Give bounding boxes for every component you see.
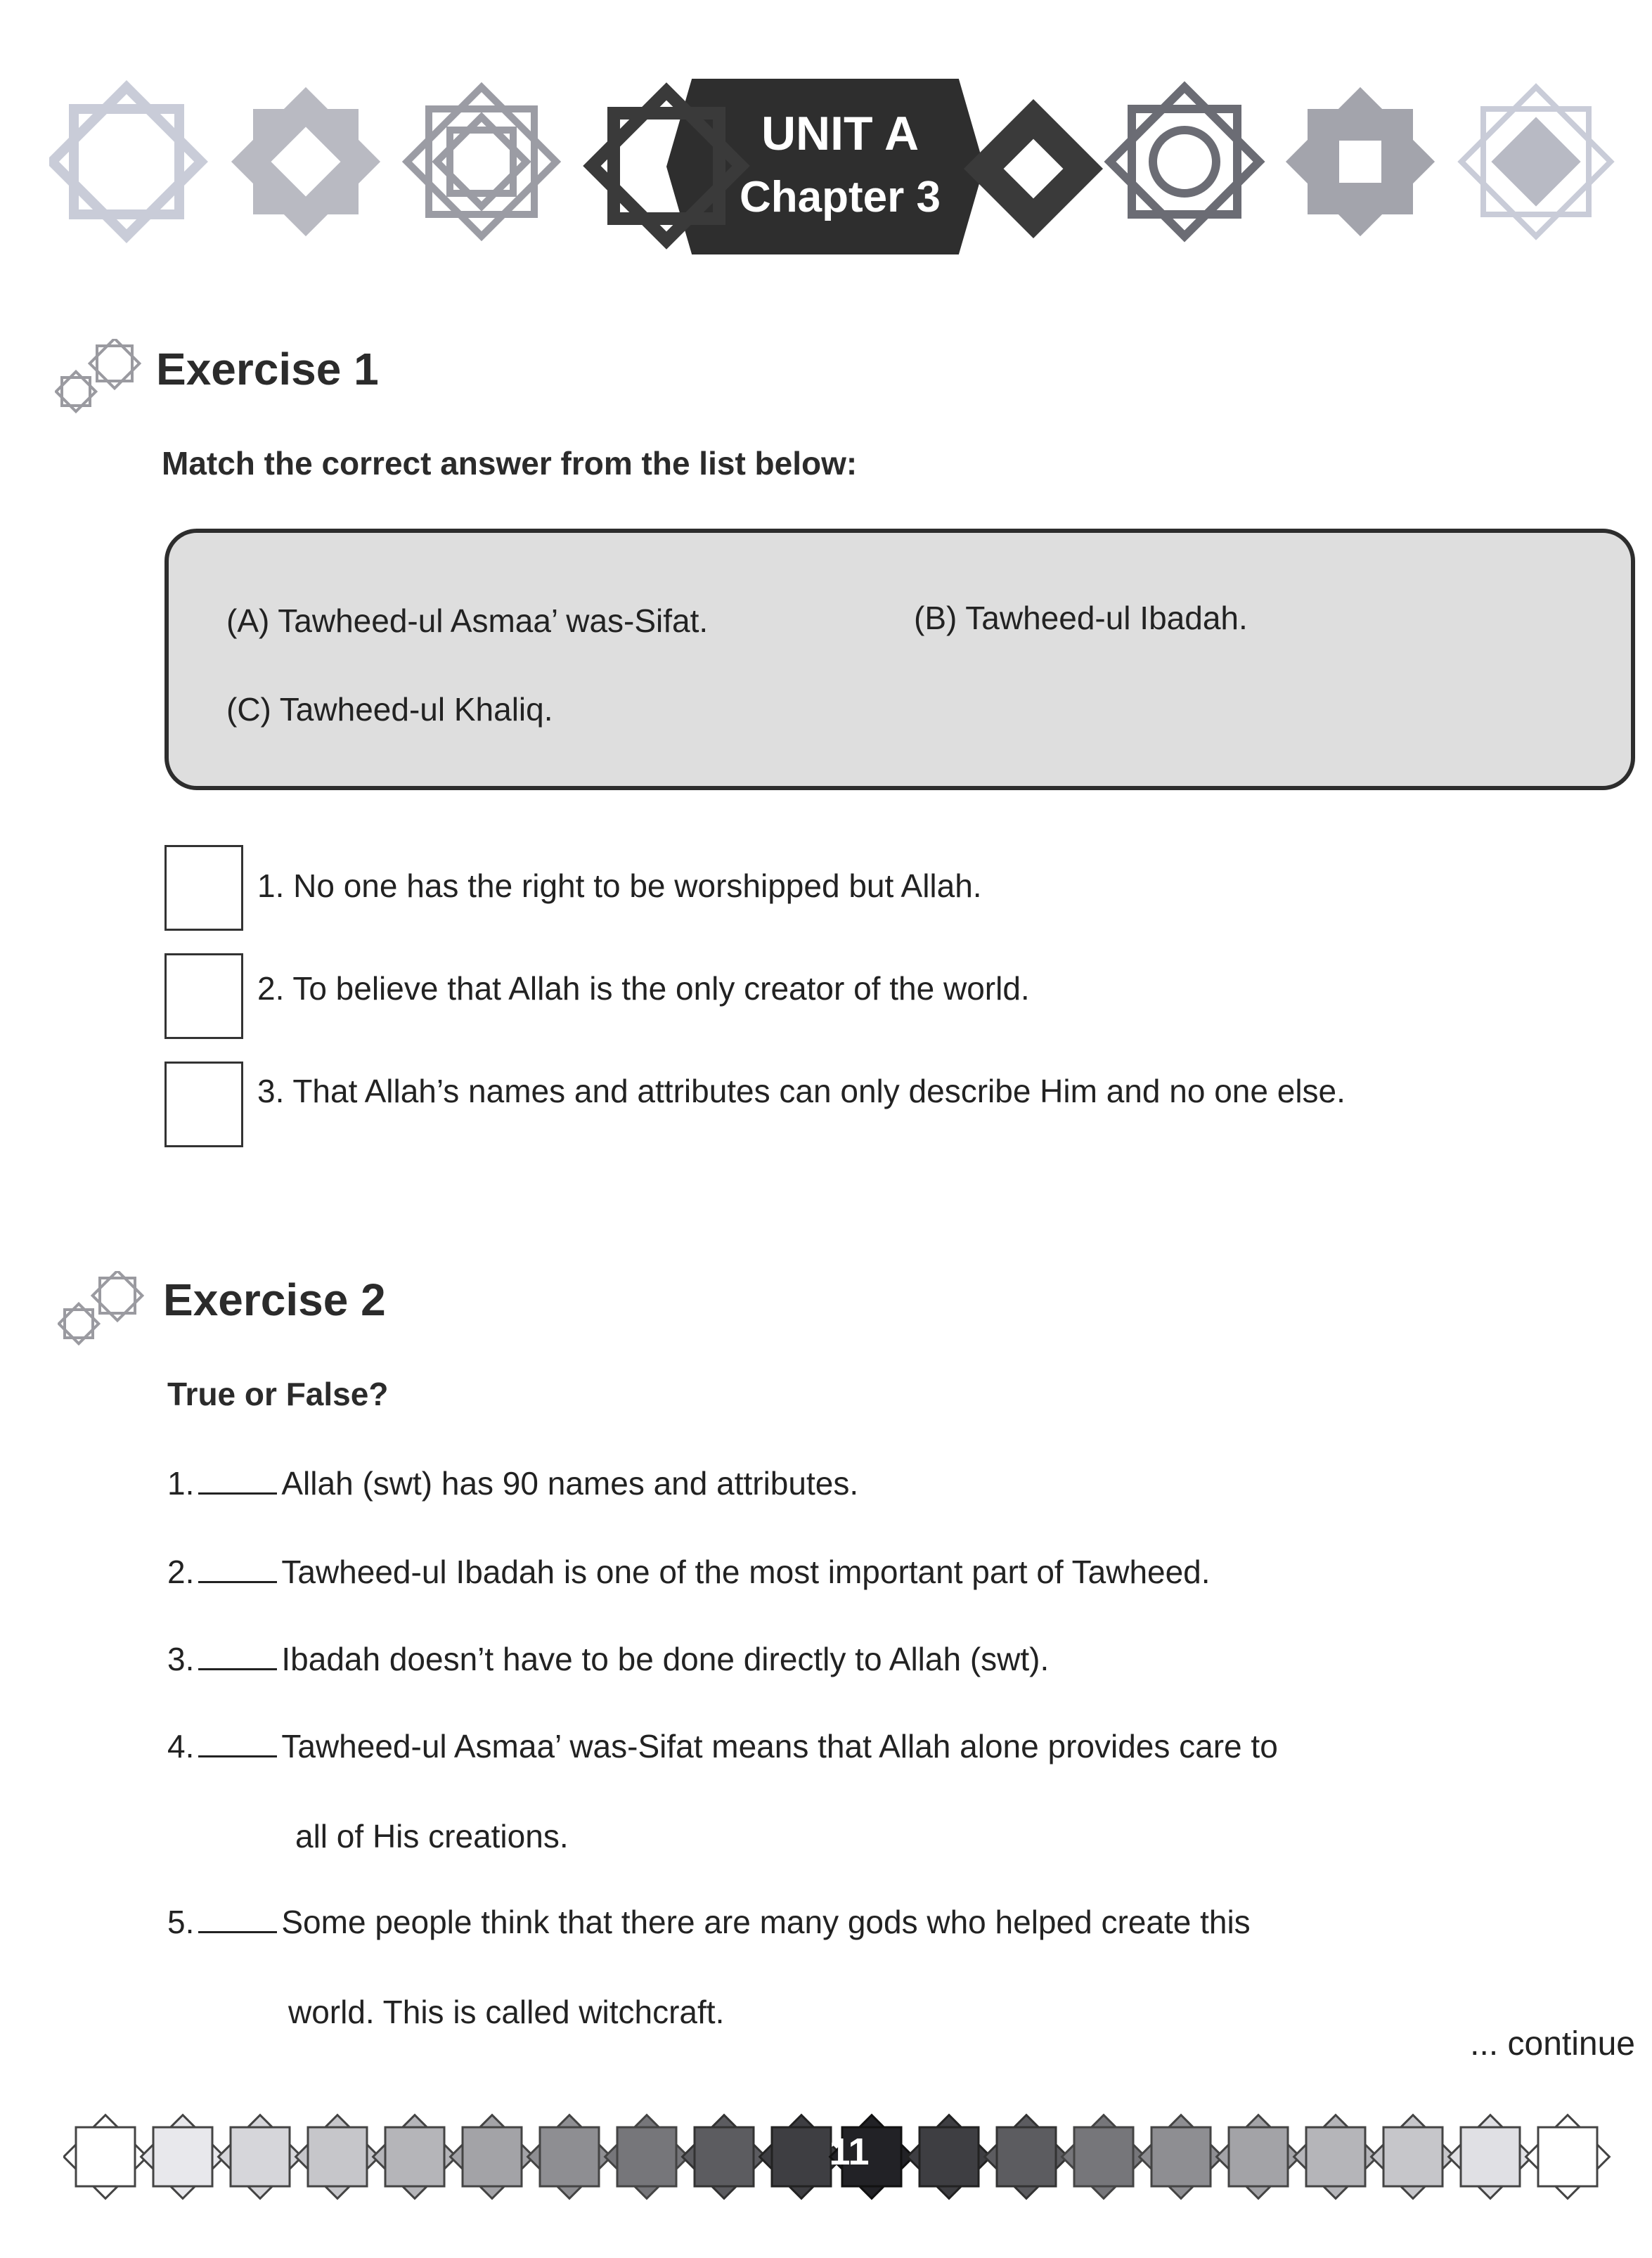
option-c: (C) Tawheed-ul Khaliq. — [226, 691, 553, 728]
exercise-1-star-icon — [55, 339, 146, 430]
right-star-ornaments — [1104, 77, 1638, 260]
tf-item-2 — [167, 1549, 1211, 1594]
question-2: 2. To believe that Allah is the only creator of the world. — [257, 970, 1030, 1007]
tf-item-text: Ibadah doesn’t have to be done directly to Allah (swt). — [281, 1641, 1050, 1677]
tf-item-text: Allah (swt) has 90 names and attributes. — [281, 1465, 859, 1502]
chapter-title: Chapter 3 — [740, 173, 941, 221]
question-3: 3. That Allah’s names and attributes can only describe Him and no one else. — [257, 1073, 1346, 1109]
tf-item-number: 4. — [167, 1728, 195, 1765]
exercise-2-star-icon — [58, 1271, 149, 1362]
answer-blank-3[interactable] — [198, 1640, 277, 1670]
tf-item-number: 3. — [167, 1641, 195, 1677]
tf-item-3 — [167, 1637, 1049, 1682]
option-b: (B) Tawheed-ul Ibadah. — [914, 600, 1248, 636]
option-a: (A) Tawheed-ul Asmaa’ was-Sifat. — [226, 602, 709, 639]
answer-options-box — [164, 529, 1635, 790]
tf-item-4 — [167, 1724, 1278, 1769]
exercise-1-instruction: Match the correct answer from the list below: — [162, 445, 858, 482]
question-1: 1. No one has the right to be worshipped but Allah. — [257, 867, 982, 904]
tf-item-4-continuation: all of His creations. — [295, 1818, 569, 1854]
tf-item-text: Tawheed-ul Ibadah is one of the most important part of Tawheed. — [281, 1554, 1211, 1590]
answer-box-1[interactable] — [164, 845, 243, 931]
unit-title: UNIT A — [761, 107, 919, 160]
answer-box-3[interactable] — [164, 1062, 243, 1147]
answer-blank-1[interactable] — [198, 1464, 277, 1495]
exercise-1-title: Exercise 1 — [156, 344, 379, 394]
answer-blank-5[interactable] — [198, 1903, 277, 1933]
tf-item-text: Some people think that there are many gods who helped create this — [281, 1904, 1251, 1940]
tf-item-number: 5. — [167, 1904, 195, 1940]
tf-item-1 — [167, 1461, 858, 1506]
exercise-2-title: Exercise 2 — [163, 1275, 386, 1325]
answer-blank-4[interactable] — [198, 1727, 277, 1757]
answer-box-2[interactable] — [164, 953, 243, 1039]
tf-item-number: 2. — [167, 1554, 195, 1590]
continue-label: ... continue — [1470, 2025, 1635, 2063]
plate-star-right-icon — [963, 98, 1104, 239]
tf-item-number: 1. — [167, 1465, 195, 1502]
page-number: 11 — [829, 2131, 870, 2173]
tf-item-text: Tawheed-ul Asmaa’ was-Sifat means that Allah alone provides care to — [281, 1728, 1278, 1765]
tf-item-5 — [167, 1899, 1251, 1944]
tf-item-5-continuation: world. This is called witchcraft. — [288, 1994, 725, 2030]
left-star-ornaments — [49, 77, 626, 260]
answer-blank-2[interactable] — [198, 1553, 277, 1583]
exercise-2-instruction: True or False? — [167, 1376, 389, 1412]
